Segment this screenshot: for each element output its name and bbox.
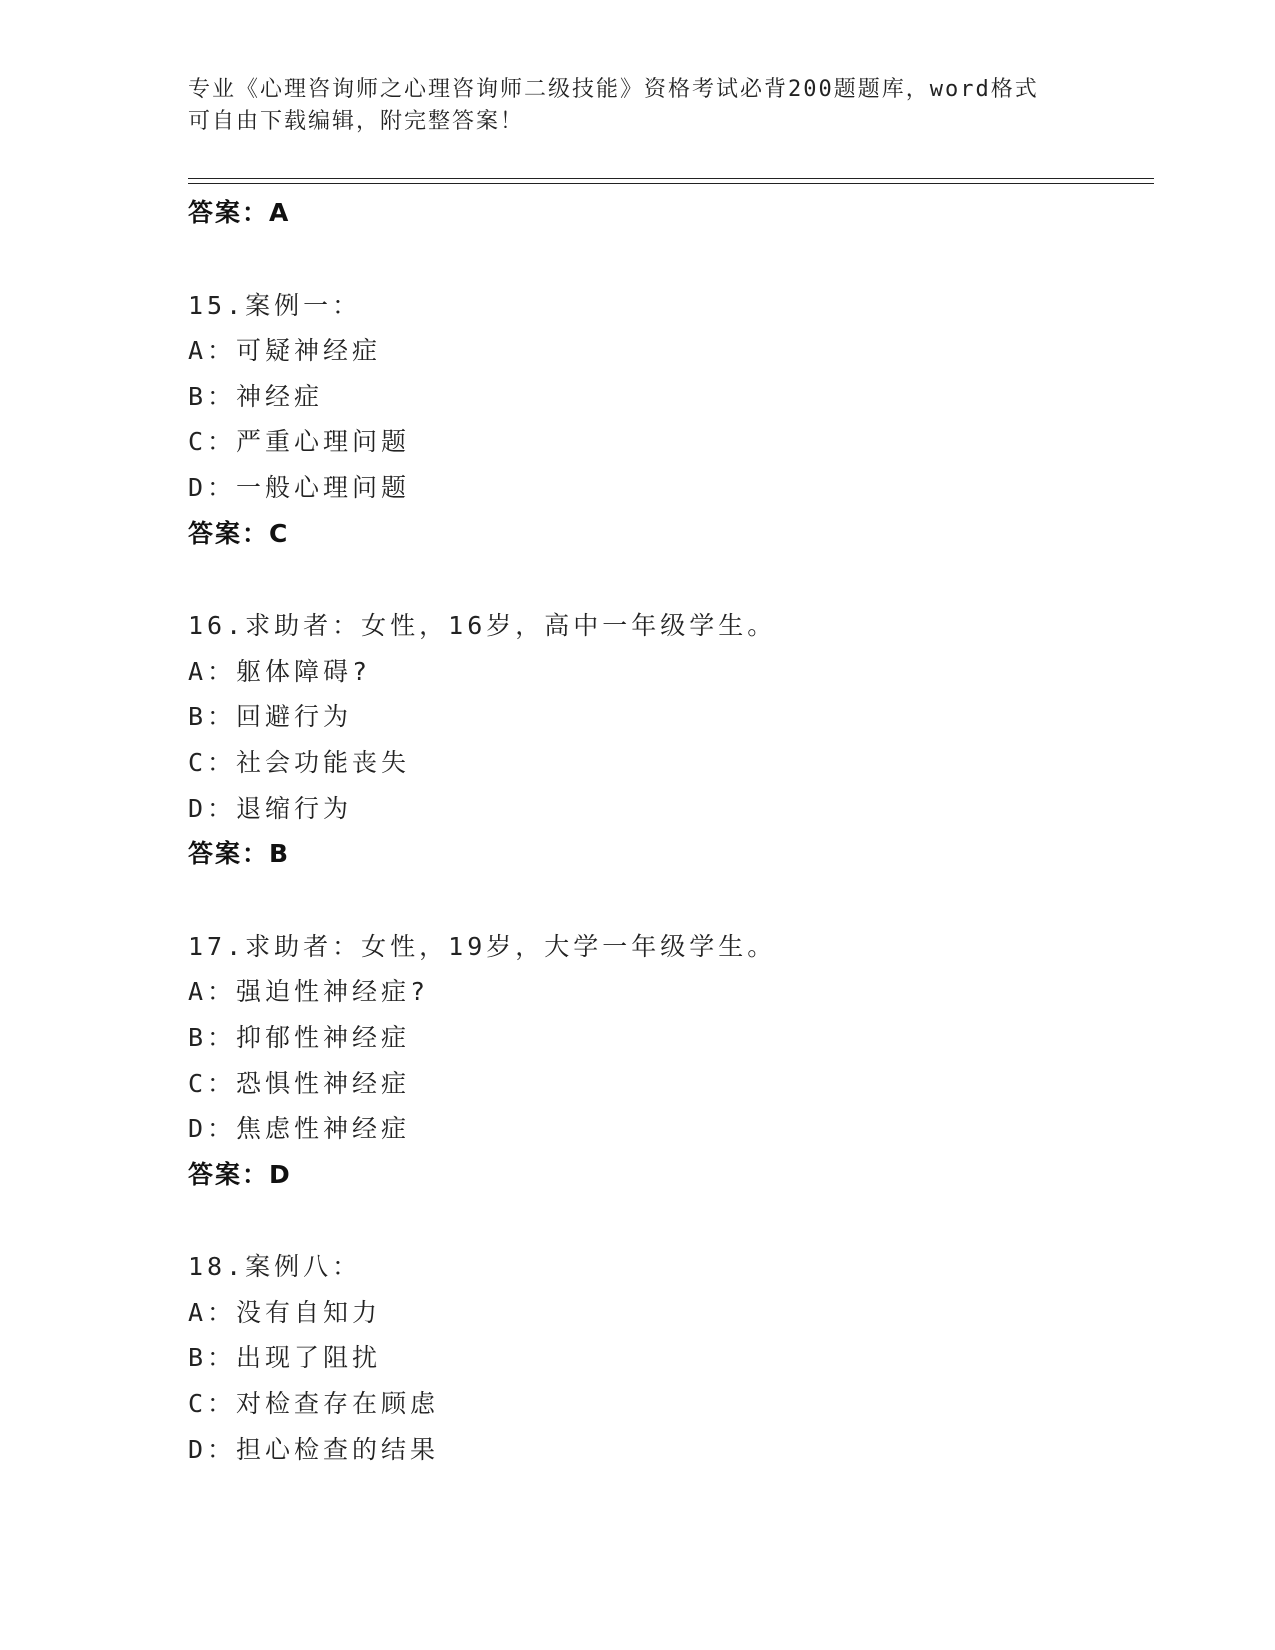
option-c: C：严重心理问题: [188, 427, 411, 457]
option-a: A：躯体障碍?: [188, 656, 372, 686]
question-title: 18.案例八：: [188, 1252, 362, 1282]
header-rule-bottom: [188, 183, 1154, 184]
question-title: 16.求助者：女性，16岁，高中一年级学生。: [188, 611, 777, 641]
question-title: 17.求助者：女性，19岁，大学一年级学生。: [188, 931, 777, 961]
option-a: A：可疑神经症: [188, 336, 382, 366]
option-d: D：一般心理问题: [188, 472, 411, 502]
option-c: C：恐惧性神经症: [188, 1068, 411, 1098]
option-b: B：神经症: [188, 381, 324, 411]
question-title: 15.案例一：: [188, 290, 362, 320]
option-b: B：抑郁性神经症: [188, 1022, 411, 1052]
header-rule-top: [188, 178, 1154, 179]
spacer: [188, 877, 1148, 924]
question-list: [188, 190, 1148, 1472]
spacer: [188, 236, 1148, 283]
option-a: A：没有自知力: [188, 1297, 382, 1327]
option-b: B：回避行为: [188, 702, 353, 732]
answer-line: 答案：D: [188, 1159, 292, 1189]
question-block: [188, 283, 1148, 557]
document-header: [188, 74, 1088, 138]
option-a: A：强迫性神经症?: [188, 977, 430, 1007]
answer-line: 答案：A: [188, 198, 291, 227]
spacer: [188, 556, 1148, 603]
spacer: [188, 1197, 1148, 1244]
question-block: [188, 924, 1148, 1198]
answer-line: 答案：B: [188, 839, 291, 869]
option-b: B：出现了阻扰: [188, 1343, 382, 1373]
option-d: D：担心检查的结果: [188, 1434, 440, 1464]
option-c: C：社会功能丧失: [188, 747, 411, 777]
header-line-2: 可自由下载编辑，附完整答案！: [188, 109, 525, 134]
question-block: [188, 1244, 1148, 1472]
header-line-1: 专业《心理咨询师之心理咨询师二级技能》资格考试必背200题题库，word格式: [188, 77, 1039, 102]
option-d: D：退缩行为: [188, 793, 353, 823]
option-c: C：对检查存在顾虑: [188, 1389, 440, 1419]
option-d: D：焦虑性神经症: [188, 1114, 411, 1144]
question-block: [188, 603, 1148, 877]
answer-line: 答案：C: [188, 518, 290, 548]
